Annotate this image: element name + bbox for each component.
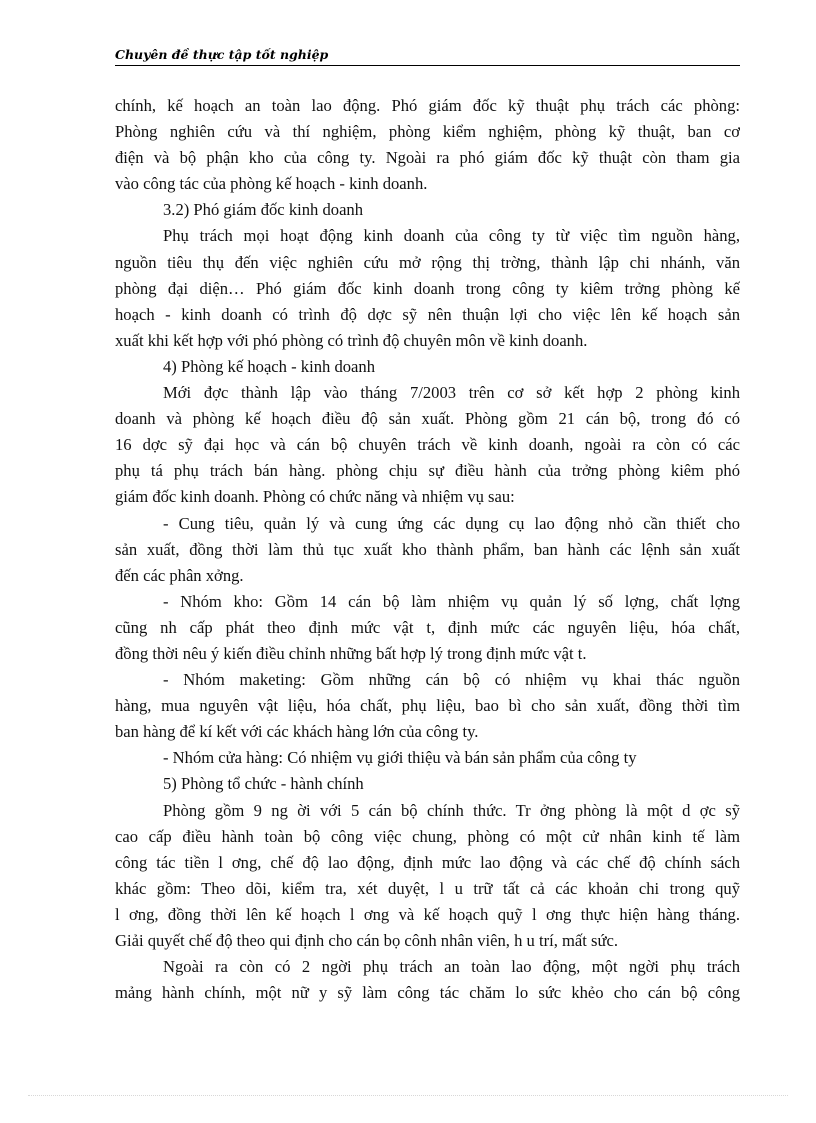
text-line: cũng nh cấp phát theo định mức vật t, định mức các nguyên liệu, hóa chất, <box>115 617 740 637</box>
text-line: hàng, mua nguyên vật liệu, hóa chất, phụ liệu, bao bì cho sản xuất, đồng thời tìm <box>115 696 740 716</box>
text-line: giám đốc kinh doanh. Phòng có chức năng và nhiệm vụ sau: <box>115 487 515 507</box>
text-line: - Cung tiêu, quản lý và cung ứng các dụng cụ lao động nhỏ cần thiết cho <box>163 513 740 533</box>
text-line: Giải quyết chế độ theo qui định cho cán bọ cônh nhân viên, h u trí, mất sức. <box>115 931 618 950</box>
text-line: Ngoài ra còn có 2 ngời phụ trách an toàn lao động, một ngời phụ trách <box>163 957 740 977</box>
text-line: 16 dợc sỹ đại học và cán bộ chuyên trách về kinh doanh, ngoài ra còn có các <box>115 435 740 455</box>
text-line: Mới đợc thành lập vào tháng 7/2003 trên cơ sở kết hợp 2 phòng kinh <box>163 383 740 403</box>
text-line: xuất khi kết hợp với phó phòng có trình độ chuyên môn về kinh doanh. <box>115 330 588 350</box>
page-header: Chuyên đề thực tập tốt nghiệp <box>115 46 740 66</box>
text-line: ban hàng để kí kết với các khách hàng lớn của công ty. <box>115 722 479 742</box>
text-line: chính, kế hoạch an toàn lao động. Phó giám đốc kỹ thuật phụ trách các phòng: <box>115 96 740 115</box>
text-line: - Nhóm maketing: Gồm những cán bộ có nhiệm vụ khai thác nguồn <box>163 670 740 690</box>
text-line: đồng thời nêu ý kiến điều chỉnh những bất hợp lý trong định mức vật t. <box>115 643 587 663</box>
text-line: 5) Phòng tổ chức - hành chính <box>163 774 364 794</box>
text-line: Phòng nghiên cứu và thí nghiệm, phòng kiểm nghiệm, phòng kỹ thuật, ban cơ <box>115 122 740 142</box>
footer-divider <box>28 1095 788 1096</box>
text-line: Phụ trách mọi hoạt động kinh doanh của công ty từ việc tìm nguồn hàng, <box>163 226 740 246</box>
text-line: hoạch - kinh doanh có trình độ dợc sỹ nên thuận lợi cho việc lên kế hoạch sản <box>115 304 740 324</box>
text-line: điện và bộ phận kho của công ty. Ngoài ra phó giám đốc kỹ thuật còn tham gia <box>115 148 740 168</box>
text-line: vào công tác của phòng kế hoạch - kinh doanh. <box>115 174 428 194</box>
text-line: đến các phân xởng. <box>115 565 244 585</box>
text-line: - Nhóm cửa hàng: Có nhiệm vụ giới thiệu và bán sản phẩm của công ty <box>163 748 637 768</box>
text-line: Phòng gồm 9 ng ời với 5 cán bộ chính thức. Tr ởng phòng là một d ợc sỹ <box>163 800 740 820</box>
text-line: doanh và phòng kế hoạch điều độ sản xuất. Phòng gồm 21 cán bộ, trong đó có <box>115 409 740 429</box>
text-line: nguồn tiêu thụ đến việc nghiên cứu mở rộng thị trờng, thành lập chi nhánh, văn <box>115 252 740 272</box>
text-line: phòng đại diện… Phó giám đốc kinh doanh trong công ty kiêm trởng phòng kế <box>115 278 740 298</box>
text-line: 3.2) Phó giám đốc kinh doanh <box>163 200 364 220</box>
text-line: sản xuất, đồng thời làm thủ tục xuất kho thành phẩm, ban hành các lệnh sản xuất <box>115 539 740 559</box>
text-line: cao cấp điều hành toàn bộ công việc chung, phòng có một cử nhân kinh tế làm <box>115 826 740 846</box>
text-line: công tác tiền l ơng, chế độ lao động, định mức lao động và các chế độ chính sách <box>115 852 740 872</box>
document-body <box>115 93 740 1006</box>
text-line: khác gồm: Theo dõi, kiểm tra, xét duyệt, l u trữ tất cả các khoản chi trong quỹ <box>115 878 740 898</box>
text-line: 4) Phòng kế hoạch - kinh doanh <box>163 356 375 376</box>
text-line: phụ tá phụ trách bán hàng. phòng chịu sự điều hành của trởng phòng kiêm phó <box>115 461 740 481</box>
text-line: mảng hành chính, một nữ y sỹ làm công tác chăm lo sức khẻo cho cán bộ công <box>115 983 740 1003</box>
text-line: l ơng, đồng thời lên kế hoạch l ơng và kế hoạch quỹ l ơng thực hiện hàng tháng. <box>115 904 740 924</box>
text-line: - Nhóm kho: Gồm 14 cán bộ làm nhiệm vụ quản lý số lợng, chất lợng <box>163 591 740 611</box>
